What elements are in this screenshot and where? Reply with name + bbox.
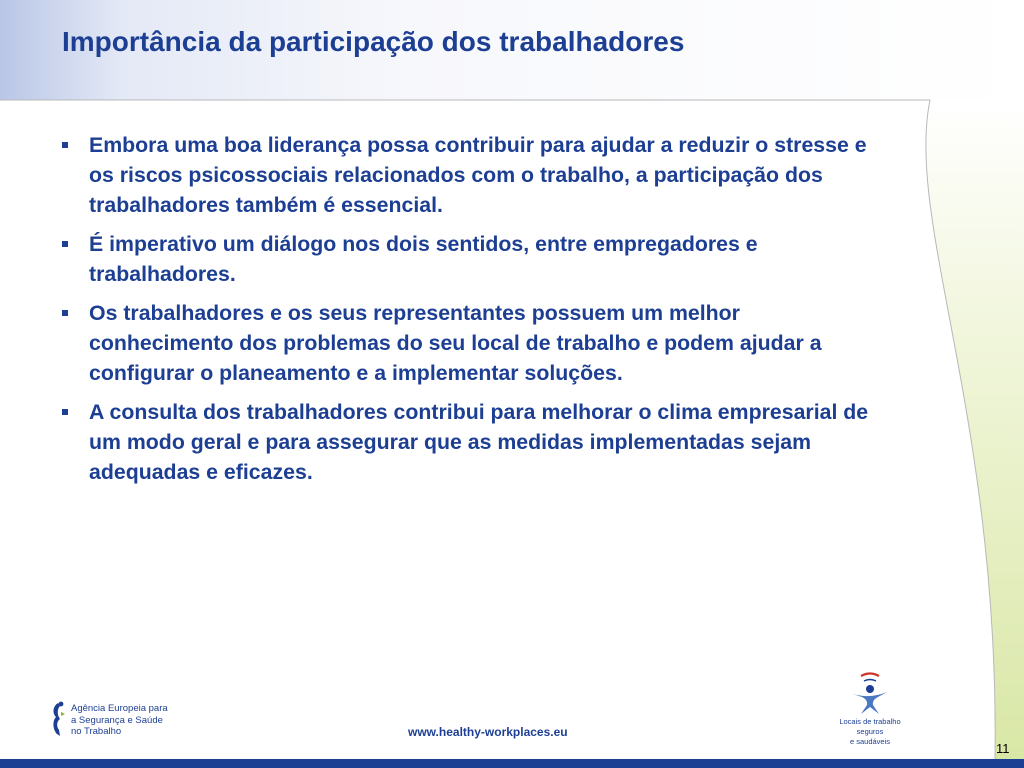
- square-bullet-icon: [62, 241, 68, 247]
- eu-osha-logo-line: no Trabalho: [71, 726, 122, 737]
- bullet-text: A consulta dos trabalhadores contribui para melhorar o clima empresarial de um modo geral e para assegurar que as medidas implementadas sejam adequadas e eficazes.: [89, 400, 869, 484]
- bullet-text: Embora uma boa liderança possa contribuir para ajudar a reduzir o stresse e os riscos psicossociais relacionados com o trabalho, a participação dos trabalhadores também é essencial.: [89, 133, 867, 217]
- website-url: www.healthy-workplaces.eu: [408, 725, 568, 739]
- page-number: 11: [996, 741, 1010, 756]
- person-star-icon: [848, 670, 892, 716]
- slide-title: Importância da participação dos trabalhadores: [62, 26, 685, 57]
- eu-osha-logo-line: Agência Europeia para: [71, 703, 168, 714]
- bullet-item: [60, 229, 890, 289]
- square-bullet-icon: [62, 310, 68, 316]
- bullet-item: [60, 130, 890, 220]
- eu-osha-logo-text: [71, 703, 168, 738]
- green-swoosh: [926, 100, 1024, 759]
- square-bullet-icon: [62, 409, 68, 415]
- bullet-list: [60, 130, 890, 496]
- eu-osha-figure-icon: [48, 700, 68, 740]
- campaign-logo-text: [826, 717, 914, 747]
- bullet-item: [60, 298, 890, 388]
- eu-osha-logo-line: a Segurança e Saúde: [71, 714, 163, 726]
- healthy-workplaces-logo: [826, 670, 936, 746]
- campaign-logo-line: Locais de trabalho seguros: [839, 717, 901, 736]
- bullet-item: [60, 397, 890, 487]
- bullet-text: É imperativo um diálogo nos dois sentidos, entre empregadores e trabalhadores.: [89, 232, 758, 286]
- square-bullet-icon: [62, 142, 68, 148]
- campaign-logo-line: e saudáveis: [849, 737, 891, 746]
- bullet-text: Os trabalhadores e os seus representantes possuem um melhor conhecimento dos problemas do seu local de trabalho e podem ajudar a configurar o planeamento e a implementar soluções.: [89, 301, 822, 385]
- eu-osha-logo: [48, 700, 168, 742]
- bottom-bar: [0, 759, 1024, 768]
